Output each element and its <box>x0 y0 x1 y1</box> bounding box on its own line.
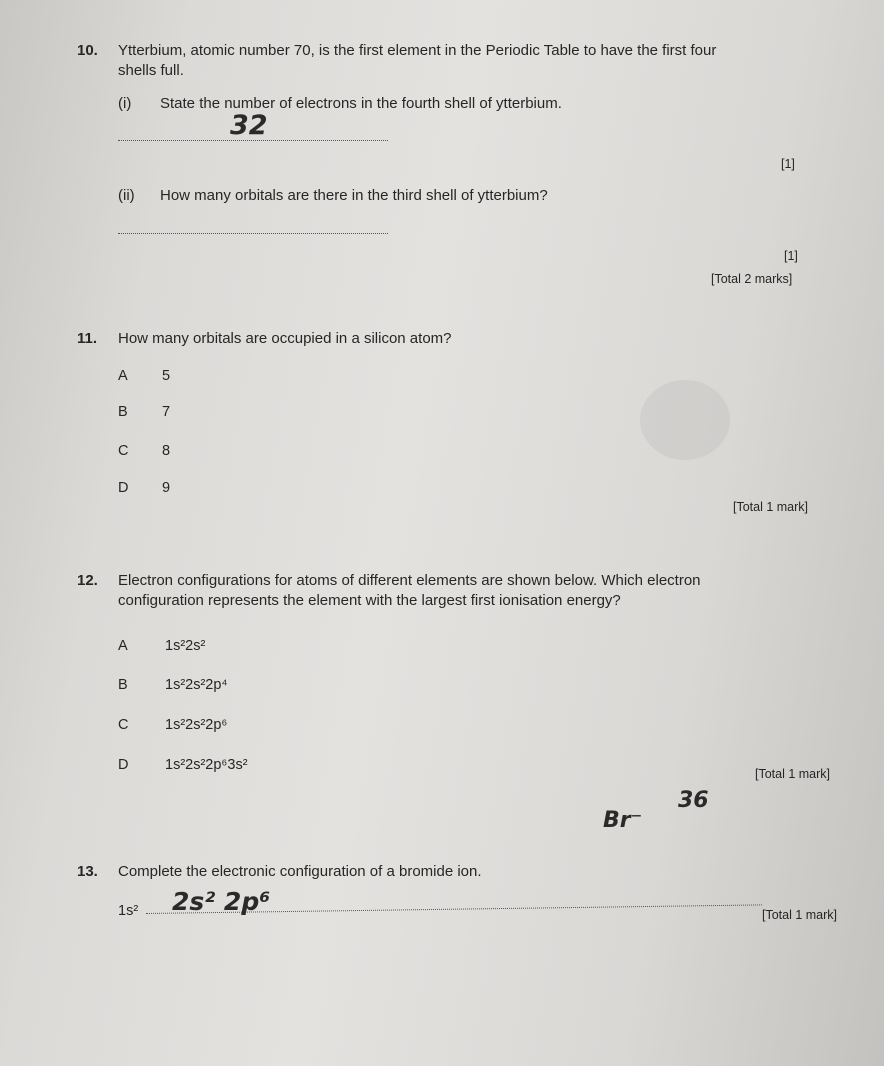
q12-option-c-letter[interactable]: C <box>118 717 129 733</box>
q13-handwritten-answer: 2s² 2p⁶ <box>172 887 271 916</box>
q11-option-b-letter[interactable]: B <box>118 404 128 420</box>
q11-text: How many orbitals are occupied in a silicon atom? <box>118 330 452 347</box>
q13-total: [Total 1 mark] <box>762 908 838 922</box>
q12-option-b-value: 1s²2s²2p⁴ <box>165 677 228 693</box>
q10-text-line2: shells full. <box>118 62 184 79</box>
q10-part-i-label: (i) <box>118 95 132 112</box>
q11-option-a-letter[interactable]: A <box>118 368 128 384</box>
q11-option-c-value: 8 <box>162 443 171 459</box>
q12-option-b-letter[interactable]: B <box>118 677 128 693</box>
q10-part-ii-answer-line[interactable] <box>118 233 388 234</box>
q12-text-line2: configuration represents the element with the largest first ionisation energy? <box>118 592 621 609</box>
q10-number: 10. <box>77 42 98 59</box>
q13-number: 13. <box>77 863 98 880</box>
q11-option-c-letter[interactable]: C <box>118 443 129 459</box>
q11-option-d-value: 9 <box>162 480 171 496</box>
q13-prefix: 1s² <box>118 903 139 919</box>
q12-text-line1: Electron configurations for atoms of different elements are shown below. Which electron <box>118 572 701 589</box>
q11-option-b-value: 7 <box>162 404 171 420</box>
q12-option-c-value: 1s²2s²2p⁶ <box>165 717 228 733</box>
q12-number: 12. <box>77 572 98 589</box>
q11-number: 11. <box>77 330 98 347</box>
q10-part-ii-label: (ii) <box>118 187 135 204</box>
paper-shadow <box>640 380 730 460</box>
q13-text: Complete the electronic configuration of a bromide ion. <box>118 863 482 880</box>
q10-part-i-handwritten-answer: 32 <box>230 110 268 141</box>
q12-option-d-value: 1s²2s²2p⁶3s² <box>165 757 248 773</box>
handwritten-bromide-note: Br⁻ <box>603 808 643 833</box>
q10-part-ii-text: How many orbitals are there in the third shell of ytterbium? <box>160 187 548 204</box>
q11-option-d-letter[interactable]: D <box>118 480 129 496</box>
handwritten-electron-count: 36 <box>678 788 709 813</box>
q12-option-a-letter[interactable]: A <box>118 638 128 654</box>
q10-text-line1: Ytterbium, atomic number 70, is the first element in the Periodic Table to have the first four <box>118 42 717 59</box>
q12-option-d-letter[interactable]: D <box>118 757 129 773</box>
q11-option-a-value: 5 <box>162 368 171 384</box>
q10-part-ii-marks: [1] <box>784 249 798 263</box>
q12-option-a-value: 1s²2s² <box>165 638 206 654</box>
q10-total: [Total 2 marks] <box>711 272 793 286</box>
q10-part-i-marks: [1] <box>781 157 795 171</box>
q11-total: [Total 1 mark] <box>733 500 809 514</box>
q10-part-i-text: State the number of electrons in the fourth shell of ytterbium. <box>160 95 562 112</box>
q12-total: [Total 1 mark] <box>755 767 831 781</box>
